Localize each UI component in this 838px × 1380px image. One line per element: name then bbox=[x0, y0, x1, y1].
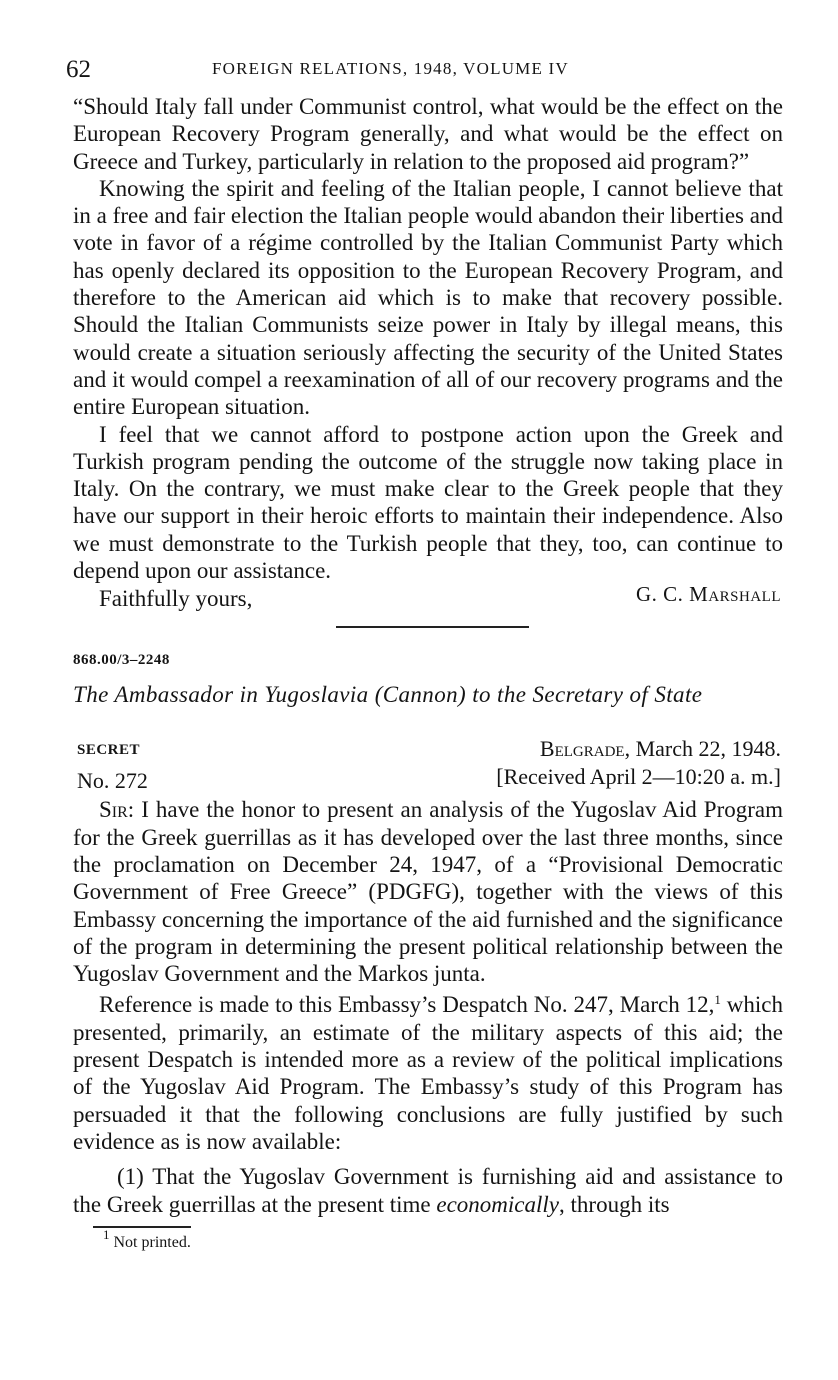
closing-phrase: Faithfully yours, bbox=[99, 586, 253, 612]
document-heading: The Ambassador in Yugoslavia (Cannon) to the Secretary of State bbox=[73, 682, 703, 708]
page-header bbox=[66, 56, 780, 90]
salutation: Sir bbox=[99, 797, 128, 823]
despatch-paragraph bbox=[73, 796, 783, 987]
signature: G. C. Marshall bbox=[635, 582, 781, 607]
footnote-reference: 1 bbox=[714, 992, 721, 1008]
classification-label: SECRET bbox=[77, 742, 141, 759]
file-number: 868.00/3–2248 bbox=[73, 652, 170, 669]
dateline-date: , March 22, 1948. bbox=[624, 736, 781, 762]
despatch-paragraph-text: which presented, primarily, an estimate of the military aspects of this aid; the present Despatch is intended more as a review of the political implications of the Yugoslav Aid Program. The Embassy’s study of this Program has persuaded it that the following conclusions are fully justified by such evidence as is now available: bbox=[73, 992, 783, 1154]
footnote-text: Not printed. bbox=[109, 1233, 191, 1251]
despatch-paragraph bbox=[73, 991, 783, 1155]
conclusion-item bbox=[73, 1163, 783, 1218]
document-meta bbox=[73, 736, 783, 796]
conclusion-emphasis: economically bbox=[436, 1191, 560, 1217]
despatch-paragraph-text: Reference is made to this Embassy’s Despatch No. 247, March 12, bbox=[99, 992, 715, 1018]
letter-paragraph: Knowing the spirit and feeling of the Italian people, I cannot believe that in a free and fair election the Italian people would abandon their liberties and vote in favor of a régime controlled by the Italian Communist Party which has openly declared its opposition to the European Recovery Program, and therefore to the American aid which is to make that recovery possible. Should the Italian Communists seize power in Italy by illegal means, this would create a situation seriously affecting the security of the United States and it would compel a reexamination of all of our recovery programs and the entire European situation. bbox=[73, 175, 783, 420]
despatch-number: No. 272 bbox=[77, 768, 148, 794]
letter-paragraph: “Should Italy fall under Communist control, what would be the effect on the European Recovery Program generally, and what would be the effect on Greece and Turkey, particularly in relation to the proposed aid program?” bbox=[73, 94, 783, 174]
page-number: 62 bbox=[66, 56, 91, 83]
footnote bbox=[103, 1226, 783, 1252]
section-divider bbox=[336, 626, 529, 628]
dateline bbox=[540, 736, 781, 762]
running-head: FOREIGN RELATIONS, 1948, VOLUME IV bbox=[212, 59, 569, 78]
conclusion-text: , through its bbox=[559, 1191, 670, 1217]
page-body bbox=[73, 93, 783, 1252]
dateline-place: Belgrade bbox=[539, 736, 625, 762]
letter-closing bbox=[73, 582, 783, 613]
footnote-marker: 1 bbox=[103, 1226, 110, 1242]
despatch-paragraph-text: : I have the honor to present an analysis of the Yugoslav Aid Program for the Greek guerrillas as it has developed over the last three months, since the proclamation on December 24, 1947, of a “Provisional Democratic Government of Free Greece” (PDGFG), together with the views of this Embassy concerning the importance of the aid furnished and the significance of the program in determining the present political relationship between the Yugoslav Government and the Markos junta. bbox=[73, 797, 783, 987]
letter-paragraph: I feel that we cannot afford to postpone action upon the Greek and Turkish program pending the outcome of the struggle now taking place in Italy. On the contrary, we must make clear to the Greek people that they have our support in their heroic efforts to maintain their independence. Also we must demonstrate to the Turkish people that they, too, can continue to depend upon our assistance. bbox=[73, 421, 783, 584]
received-line: [Received April 2—10:20 a. m.] bbox=[496, 764, 781, 790]
conclusion-text: (1) That the Yugoslav Government is furnishing aid and assistance to the Greek guerrillas at the present time bbox=[73, 1164, 783, 1217]
